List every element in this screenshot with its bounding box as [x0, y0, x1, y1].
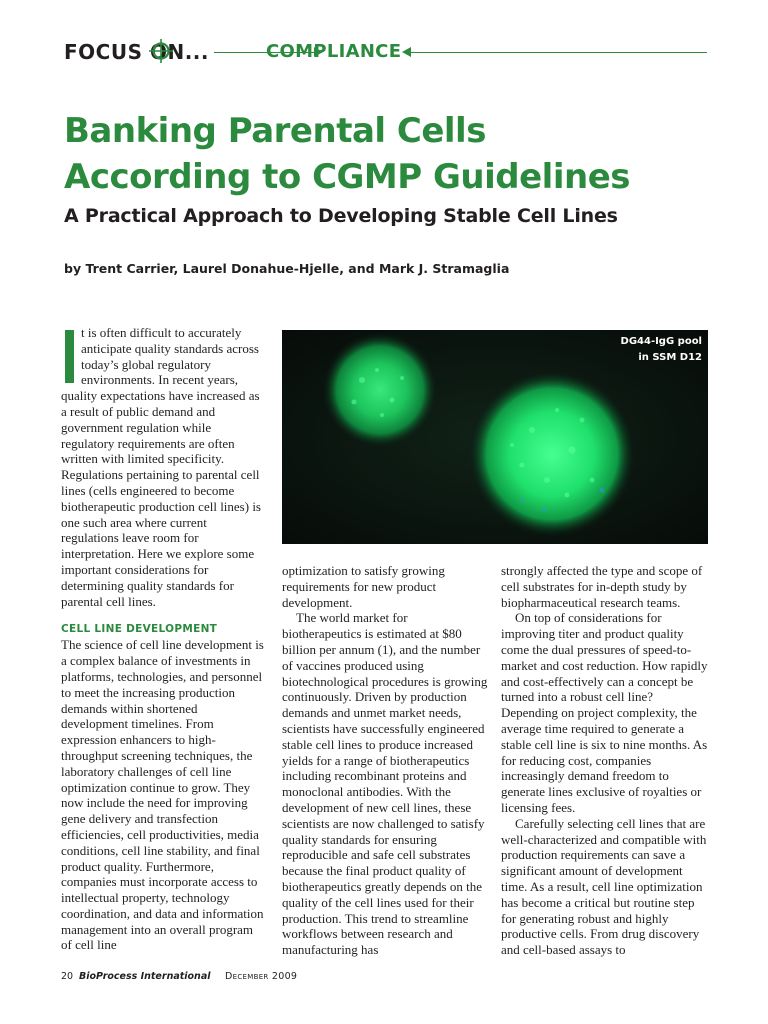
section-heading: CELL LINE DEVELOPMENT [61, 623, 218, 636]
column-3 [501, 563, 708, 958]
title-line-1: Banking Parental Cells [64, 111, 486, 151]
column-3-paragraph-2: On top of considerations for improving titer and product quality come the dual pressures of speed-to-market and cost reduction. How rapidly and cost-effectively can a concept be turned into a robust cell line? Depending on project complexity, the average time required to generate a stable cell line is six to nine months. As for reducing cost, companies increasingly demand freedom to generate lines exclusive of royalties or licensing fees. [501, 610, 708, 815]
column-2-paragraph-2: The world market for biotherapeutics is estimated at $80 billion per annum (1), and the number of vaccines produced using biotechnological procedures is growing continuously. Driven by production demands and unmet market needs, scientists have successfully engineered stable cell lines to produce increased yields for a range of biotherapeutics including recombinant proteins and monoclonal antibodies. With the development of new cell lines, these scientists are now challenged to satisfy quality standards for ensuring reproducible and safe cell substrates because the final product quality of biotherapeutics greatly depends on the quality of the cell lines used for their production. This trend to streamline workflows between research and manufacturing has [282, 610, 488, 958]
lead-line-2: anticipate quality standards across [81, 340, 259, 356]
column-2 [282, 563, 489, 958]
cell-micrograph [282, 330, 708, 544]
intro-rest: quality expectations have increased as a result of public demand and government regulation while regulatory requirements are often written with limited specificity. Regulations pertaining to parental cell lines (cells engineered to become biotherapeutic production cell lines) is one such area where current regulations leave room for interpretation. Here we explore some important considerations for determining quality standards for parental cell lines. [61, 388, 261, 609]
column-3-paragraph-3: Carefully selecting cell lines that are well-characterized and compatible with production requirements can save a significant amount of development time. As a result, cell line optimization has become a critical but routine step for generating robust and highly productive cells. From drug discovery and cell-based assays to [501, 815, 707, 958]
focus-on-label: FOCUS ON... [64, 40, 209, 64]
article-title [64, 108, 704, 200]
page-number: 20 [61, 971, 74, 982]
byline: by Trent Carrier, Laurel Donahue-Hjelle, and Mark J. Stramaglia [64, 261, 510, 276]
section-label: COMPLIANCE [266, 41, 402, 62]
lead-line-1: t is often difficult to accurately [81, 325, 242, 340]
page-footer [61, 971, 708, 987]
intro-paragraph [61, 325, 267, 609]
crosshair-icon [149, 39, 173, 63]
caption-line-2: in SSM D12 [638, 352, 702, 363]
publication-name: BioProcess International [79, 971, 211, 982]
lead-line-4: environments. In recent years, [81, 372, 239, 388]
column-2-paragraph-1: optimization to satisfy growing requirements for new product development. [282, 563, 445, 610]
caption-line-1: DG44-IgG pool [620, 336, 702, 347]
header-rule-right [410, 52, 707, 53]
issue-date: December 2009 [225, 971, 298, 982]
section-body: The science of cell line development is a complex balance of investments in platforms, technologies, and personnel to meet the increasing production demands within shortened development timelines. From expression enhancers to high-throughput screening techniques, the laboratory challenges of cell line optimization continue to grow. They now include the need for improving gene delivery and transfection efficiencies, cell productivities, media conditions, cell line stability, and final product quality. Furthermore, companies must incorporate access to intellectual property, technology coordination, and data and information management into an overall program of cell line [61, 637, 264, 953]
lead-line-3: today’s global regulatory [81, 356, 211, 372]
column-3-paragraph-1: strongly affected the type and scope of cell substrates for in-depth study by biopharmaceutical research teams. [501, 563, 703, 610]
section-header [64, 38, 707, 66]
figure-caption [621, 334, 702, 366]
article-subtitle: A Practical Approach to Developing Stable Cell Lines [64, 205, 618, 227]
title-line-2: According to CGMP Guidelines [64, 157, 630, 197]
column-1 [61, 325, 267, 953]
